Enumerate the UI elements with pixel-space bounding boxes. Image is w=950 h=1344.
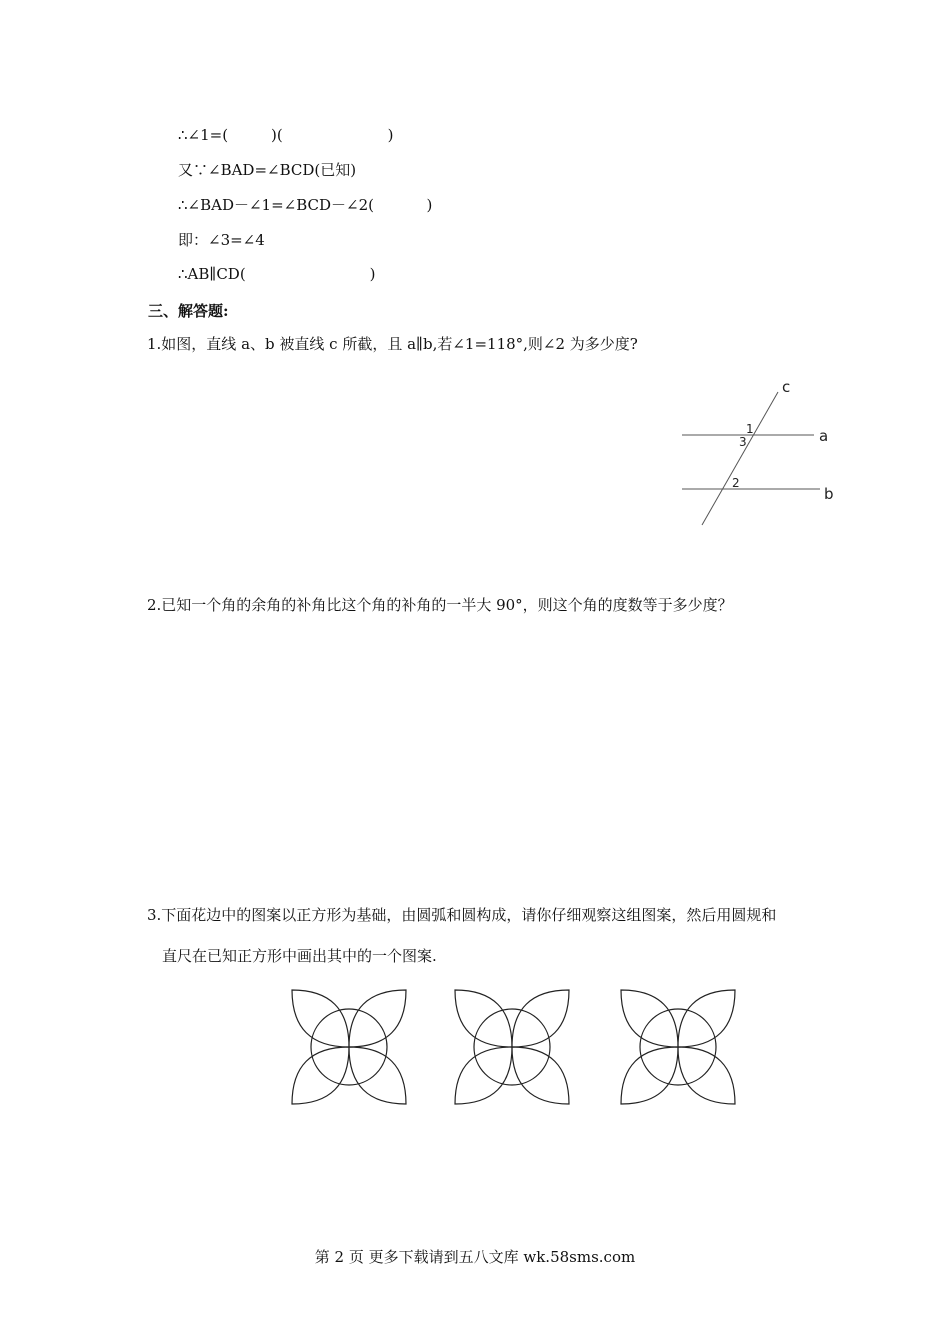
proof-line-3: ∴∠BAD－∠1=∠BCD－∠2( ) (178, 196, 433, 214)
circle-petal-pattern-icon (621, 990, 735, 1104)
label-b: b (824, 485, 834, 503)
label-c: c (782, 378, 791, 396)
pattern-3 (618, 987, 738, 1107)
label-angle-2: 2 (732, 476, 740, 490)
question-3-line-1: 3.下面花边中的图案以正方形为基础，由圆弧和圆构成，请你仔细观察这组图案，然后用圆规和 (147, 906, 777, 924)
label-a: a (819, 427, 829, 445)
pattern-2 (452, 987, 572, 1107)
line-c (702, 392, 778, 525)
question-3-line-2: 直尺在已知正方形中画出其中的一个图案. (162, 947, 437, 965)
pattern-1 (289, 987, 409, 1107)
proof-line-4: 即：∠3=∠4 (178, 231, 265, 249)
proof-line-5: ∴AB∥CD( ) (178, 265, 376, 283)
question-2: 2.已知一个角的余角的补角比这个角的补角的一半大 90°，则这个角的度数等于多少度？ (147, 596, 733, 614)
label-angle-1: 1 (746, 422, 754, 436)
circle-petal-pattern-icon (292, 990, 406, 1104)
proof-line-2: 又∵∠BAD=∠BCD(已知) (178, 161, 357, 179)
label-angle-3: 3 (739, 435, 747, 449)
circle-petal-pattern-icon (455, 990, 569, 1104)
question-1: 1.如图，直线 a、b 被直线 c 所截，且 a∥b,若∠1=118°,则∠2 为多少度? (147, 335, 638, 353)
parallel-lines-figure (670, 372, 850, 532)
proof-line-1: ∴∠1=( )( ) (178, 126, 394, 144)
section-heading: 三、解答题: (148, 302, 229, 320)
page-footer: 第 2 页 更多下载请到五八文库 wk.58sms.com (314, 1248, 636, 1266)
